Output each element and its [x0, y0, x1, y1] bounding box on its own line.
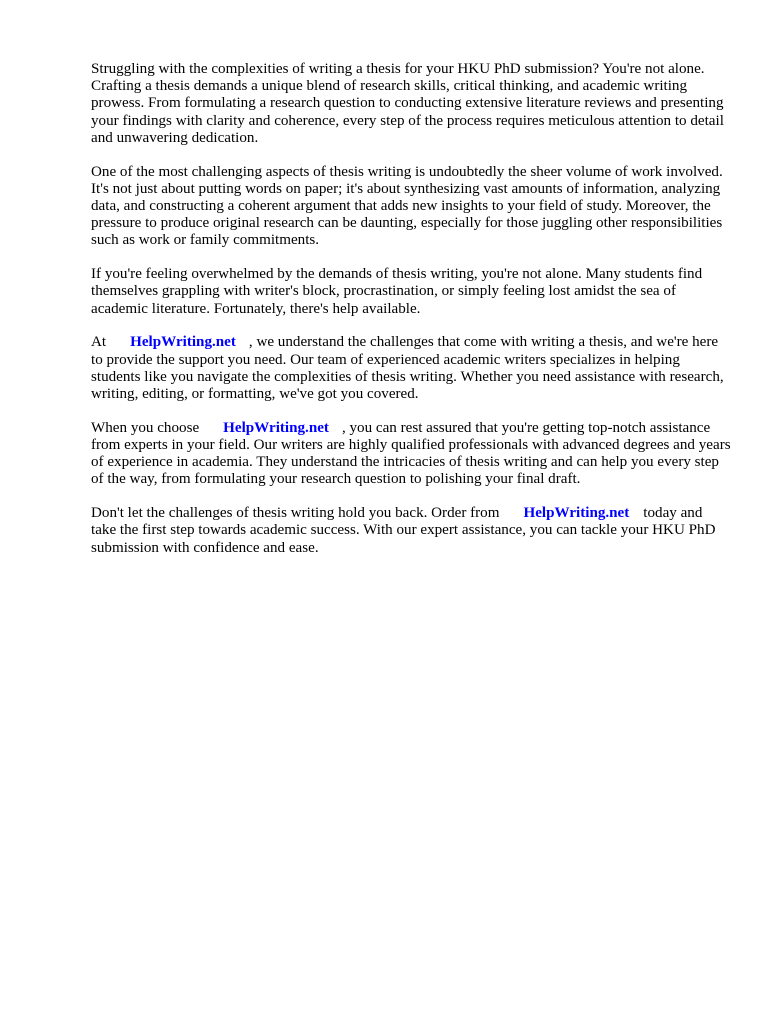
helpwriting-link[interactable]: HelpWriting.net — [523, 505, 630, 522]
helpwriting-link[interactable]: HelpWriting.net — [130, 334, 236, 351]
paragraph-choose-lead: When you choose — [91, 419, 200, 436]
paragraph-order-lead: Don't let the challenges of thesis writing hold you back. Order from — [91, 505, 500, 522]
paragraph-service-text: , we understand the challenges that come with writing a thesis, and we're here to provide the support you need. Our team of experienced academic writers specializes in helping students like you navigate the complexities of thesis writing. Whether you need assistance with research, writing, editing, or formatting, we've got you covered. — [91, 334, 724, 403]
paragraph-intro: Struggling with the complexities of writing a thesis for your HKU PhD submission? You're not alone. Crafting a thesis demands a unique blend of research skills, critical thinking, and academic writing prowess. From formulating a research question to conducting extensive literature reviews and presenting your findings with clarity and coherence, every step of the process requires meticulous attention to detail and unwavering dedication. — [91, 61, 724, 146]
paragraph-service-lead: At — [91, 334, 107, 351]
paragraph-order — [91, 505, 731, 557]
paragraph-order-text: today and take the first step towards academic success. With our expert assistance, you can tackle your HKU PhD submission with confidence and ease. — [91, 505, 716, 556]
paragraph-challenges: One of the most challenging aspects of thesis writing is undoubtedly the sheer volume of work involved. It's not just about putting words on paper; it's about synthesizing vast amounts of information, analyzing data, and constructing a coherent argument that adds new insights to your field of study. Moreover, the pressure to produce original research can be daunting, especially for those juggling other responsibilities such as work or family commitments. — [91, 163, 723, 249]
paragraph-choose-text: , you can rest assured that you're getting top-notch assistance from experts in your field. Our writers are highly qualified professionals with advanced degrees and years of experience in academia. They understand the intricacies of thesis writing and can help you every step of the way, from formulating your research question to polishing your final draft. — [91, 419, 731, 488]
paragraph-choose — [91, 420, 731, 489]
paragraph-overwhelmed: If you're feeling overwhelmed by the demands of thesis writing, you're not alone. Many students find themselves grappling with writer's block, procrastination, or simply feeling lost amidst the sea of academic literature. Fortunately, there's help available. — [91, 266, 703, 317]
paragraph-service — [91, 334, 731, 403]
helpwriting-link[interactable]: HelpWriting.net — [223, 419, 329, 436]
document-body — [91, 61, 731, 573]
